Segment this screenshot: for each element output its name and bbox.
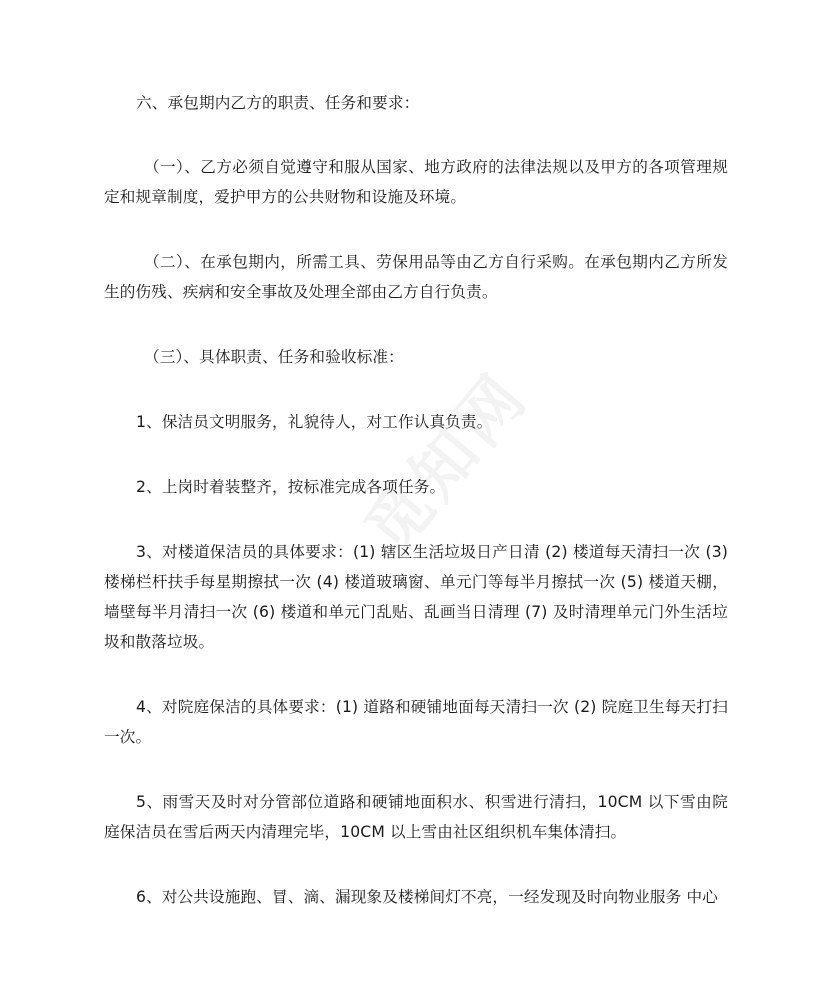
- section-heading: 六、承包期内乙方的职责、任务和要求：: [136, 94, 420, 112]
- list-item-6: 6、对公共设施跑、冒、滴、漏现象及楼梯间灯不亮，一经发现及时向物业服务 中心: [136, 888, 718, 906]
- paragraph-item-2: （二）、在承包期内，所需工具、劳保用品等由乙方自行采购。在承包期内乙方所发生的伤残、疾病和安全事故及处理全部由乙方自行负责。: [104, 253, 728, 301]
- paragraph-item-3: （三）、具体职责、任务和验收标准：: [144, 348, 404, 366]
- list-item-4: 4、对院庭保洁的具体要求：(1) 道路和硬铺地面每天清扫一次 (2) 院庭卫生每天打扫一次。: [104, 698, 728, 746]
- document-body: [104, 88, 728, 912]
- list-item-5: 5、雨雪天及时对分管部位道路和硬铺地面积水、积雪进行清扫，10CM 以下雪由院庭保洁员在雪后两天内清理完毕，10CM 以上雪由社区组织机车集体清扫。: [104, 793, 728, 841]
- list-item-3: 3、对楼道保洁员的具体要求：(1) 辖区生活垃圾日产日清 (2) 楼道每天清扫一次 (3) 楼梯栏杆扶手每星期擦拭一次 (4) 楼道玻璃窗、单元门等每半月擦拭一次 (5) 楼道天棚，墙壁每半月清扫一次 (6) 楼道和单元门乱贴、乱画当日清理 (7) 及时清理单元门外生活垃圾和散落垃圾。: [104, 543, 728, 651]
- list-item-1: 1、保洁员文明服务，礼貌待人，对工作认真负责。: [136, 413, 493, 431]
- list-item-2: 2、上岗时着装整齐，按标准完成各项任务。: [136, 478, 446, 496]
- paragraph-item-1: （一）、乙方必须自觉遵守和服从国家、地方政府的法律法规以及甲方的各项管理规定和规章制度，爱护甲方的公共财物和设施及环境。: [104, 158, 728, 206]
